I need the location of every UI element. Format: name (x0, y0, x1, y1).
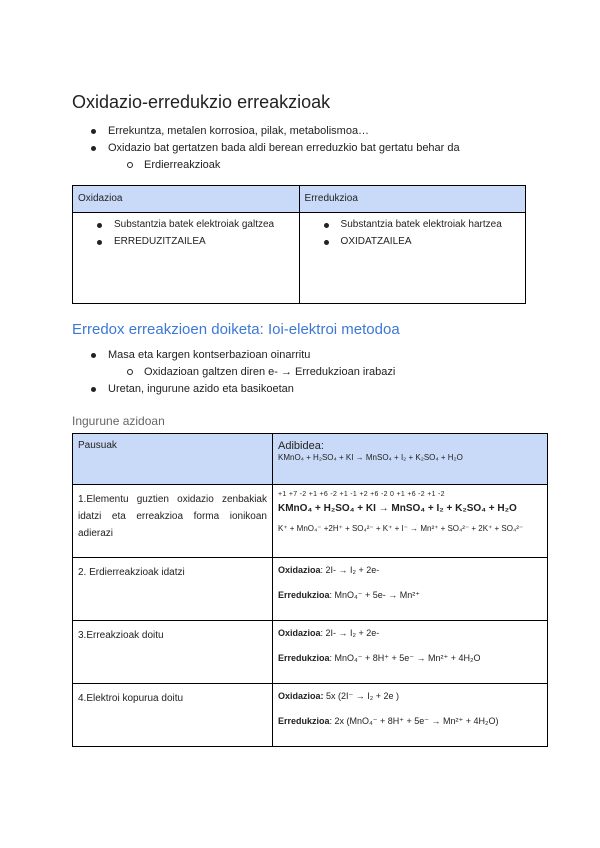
oxidazioa-cell (73, 213, 300, 304)
bullet-icon (324, 223, 329, 228)
step-cell: 3.Erreakzioak doitu (73, 621, 273, 684)
list-item: Substantzia batek elektroiak galtzea (114, 218, 294, 232)
table-row (73, 485, 548, 558)
step-cell: 2. Erdierreakzioak idatzi (73, 558, 273, 621)
ionic-equation: K⁺ + MnO₄⁻ +2H⁺ + SO₄²⁻ + K⁺ + I⁻ → Mn²⁺ + SO₄²⁻ + 2K⁺ + SO₄²⁻ (278, 524, 524, 533)
bullet-icon (97, 240, 102, 245)
reduction-half-reaction: Erredukzioa: MnO₄⁻ + 5e- → Mn²⁺ (278, 590, 420, 600)
section-heading: Erredox erreakzioen doiketa: Ioi-elektroi metodoa (72, 321, 400, 338)
example-cell (273, 558, 548, 621)
oxidation-numbers: +1 +7 -2 +1 +6 -2 +1 -1 +2 +6 -2 0 +1 +6 -2 +1 -2 (278, 491, 445, 498)
table-header-row (73, 186, 526, 213)
table-row (73, 684, 548, 747)
oxidation-half-reaction: Oxidazioa: 2I- → I₂ + 2e- (278, 628, 380, 638)
bullet-icon (324, 240, 329, 245)
table-row (73, 213, 526, 304)
intro-sublist (144, 157, 220, 174)
step-cell: 1.Elementu guztien oxidazio zenbakiak idatzi eta erreakzioa forma ionikoan adierazi (73, 485, 273, 558)
bullet-icon (91, 146, 96, 151)
list-item: Oxidazioan galtzen diren e- → Erredukzioan irabazi (144, 364, 395, 381)
step-cell: 4.Elektroi kopurua doitu (73, 684, 273, 747)
header-oxidazioa: Oxidazioa (73, 186, 300, 213)
bullet-icon (97, 223, 102, 228)
section2-sublist (144, 364, 395, 381)
hollow-bullet-icon (127, 162, 133, 168)
list-item: Errekuntza, metalen korrosioa, pilak, metabolismoa… (108, 123, 460, 140)
list-item: Oxidazio bat gertatzen bada aldi berean erreduzkio bat gertatu behar da (108, 140, 460, 157)
table-row (73, 621, 548, 684)
table-row (73, 558, 548, 621)
bullet-icon (91, 353, 96, 358)
hollow-bullet-icon (127, 369, 133, 375)
example-equation: KMnO₄ + H₂SO₄ + KI → MnSO₄ + I₂ + K₂SO₄ + H₂O (278, 453, 463, 462)
list-item: ERREDUZITZAILEA (114, 235, 294, 249)
subheading: Ingurune azidoan (72, 414, 165, 428)
section2-list (108, 347, 310, 364)
oxidation-reduction-table (72, 185, 526, 304)
bullet-icon (91, 387, 96, 392)
example-cell (273, 485, 548, 558)
example-cell (273, 621, 548, 684)
intro-list (108, 123, 460, 157)
erredukzioa-cell (299, 213, 525, 304)
table-header-row (73, 434, 548, 485)
bullet-icon (91, 129, 96, 134)
oxidation-half-reaction: Oxidazioa: 2I- → I₂ + 2e- (278, 565, 380, 575)
oxidation-half-reaction: Oxidazioa: 5x (2I⁻ → I₂ + 2e ) (278, 691, 400, 701)
page-title: Oxidazio-erredukzio erreakzioak (72, 92, 331, 112)
list-item: Substantzia batek elektroiak hartzea (341, 218, 520, 232)
steps-table (72, 433, 548, 747)
example-cell (273, 684, 548, 747)
list-item: OXIDATZAILEA (341, 235, 520, 249)
list-item: Masa eta kargen kontserbazioan oinarritu (108, 347, 310, 364)
header-erredukzioa: Erredukzioa (299, 186, 525, 213)
reduction-half-reaction: Erredukzioa: 2x (MnO₄⁻ + 8H⁺ + 5e⁻ → Mn²⁺ + 4H₂O) (278, 716, 499, 726)
header-adibidea: Adibidea: KMnO₄ + H₂SO₄ + KI → MnSO₄ + I₂ + K₂SO₄ + H₂O (273, 434, 548, 485)
header-pausuak: Pausuak (73, 434, 273, 485)
reduction-half-reaction: Erredukzioa: MnO₄⁻ + 8H⁺ + 5e⁻ → Mn²⁺ + 4H₂O (278, 653, 481, 663)
section2-list-2 (108, 381, 294, 398)
list-item: Erdierreakzioak (144, 157, 220, 174)
list-item: Uretan, ingurune azido eta basikoetan (108, 381, 294, 398)
molecular-equation: KMnO₄ + H₂SO₄ + KI → MnSO₄ + I₂ + K₂SO₄ + H₂O (278, 503, 517, 514)
